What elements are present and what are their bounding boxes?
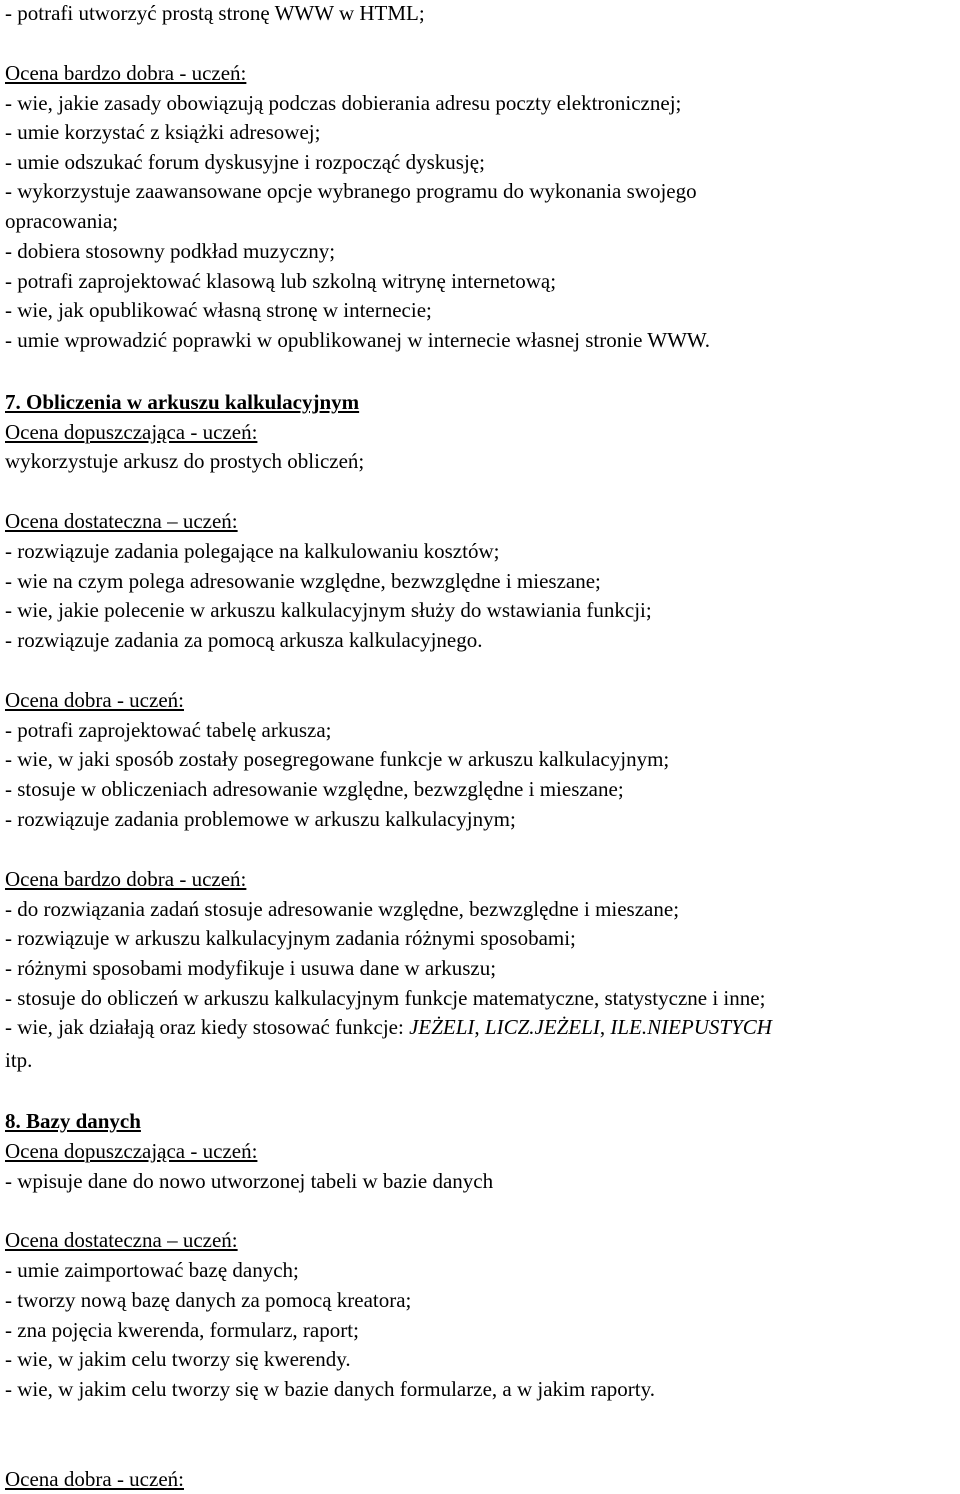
function-ile-niepustych: ILE.NIEPUSTYCH <box>610 1015 772 1039</box>
list-item: - potrafi zaprojektować tabelę arkusza; <box>5 718 332 742</box>
list-item: - wpisuje dane do nowo utworzonej tabeli w bazie danych <box>5 1169 494 1193</box>
list-item: - wykorzystuje zaawansowane opcje wybranego programu do wykonania swojego <box>5 179 697 203</box>
list-item: opracowania; <box>5 209 119 233</box>
list-item: - do rozwiązania zadań stosuje adresowanie względne, bezwzględne i mieszane; <box>5 897 680 921</box>
grade-label-dopuszczajaca: Ocena dopuszczająca - uczeń: <box>5 1139 258 1163</box>
list-item: - wie, w jakim celu tworzy się kwerendy. <box>5 1347 351 1371</box>
list-item: - wie, w jakim celu tworzy się w bazie danych formularze, a w jakim raporty. <box>5 1377 655 1401</box>
list-item: - rozwiązuje zadania za pomocą arkusza kalkulacyjnego. <box>5 628 483 652</box>
grade-label-dostateczna: Ocena dostateczna – uczeń: <box>5 1228 238 1252</box>
grade-label-bardzo-dobra: Ocena bardzo dobra - uczeń: <box>5 61 247 85</box>
list-item: wykorzystuje arkusz do prostych obliczeń; <box>5 449 365 473</box>
functions-line <box>5 1014 772 1040</box>
functions-separator: , <box>599 1015 611 1039</box>
list-item: - stosuje w obliczeniach adresowanie względne, bezwzględne i mieszane; <box>5 777 624 801</box>
list-item: - wie, jakie polecenie w arkuszu kalkulacyjnym służy do wstawiania funkcji; <box>5 598 652 622</box>
list-item: - rozwiązuje zadania problemowe w arkuszu kalkulacyjnym; <box>5 807 516 831</box>
list-item: - tworzy nową bazę danych za pomocą kreatora; <box>5 1288 412 1312</box>
grade-label-dobra: Ocena dobra - uczeń: <box>5 1467 184 1491</box>
functions-separator: , <box>474 1015 485 1039</box>
list-item: - zna pojęcia kwerenda, formularz, raport; <box>5 1318 359 1342</box>
list-item: - wie, w jaki sposób zostały posegregowane funkcje w arkuszu kalkulacyjnym; <box>5 747 670 771</box>
grade-label-dostateczna: Ocena dostateczna – uczeń: <box>5 509 238 533</box>
section-heading-bazy: 8. Bazy danych <box>5 1109 141 1133</box>
grade-label-dopuszczajaca: Ocena dopuszczająca - uczeń: <box>5 420 258 444</box>
functions-prefix: - wie, jak działają oraz kiedy stosować funkcje: <box>5 1015 410 1039</box>
list-item: - stosuje do obliczeń w arkuszu kalkulacyjnym funkcje matematyczne, statystyczne i inne; <box>5 986 766 1010</box>
intro-line: - potrafi utworzyć prostą stronę WWW w HTML; <box>5 1 425 25</box>
grade-label-dobra: Ocena dobra - uczeń: <box>5 688 184 712</box>
grade-label-bardzo-dobra: Ocena bardzo dobra - uczeń: <box>5 867 247 891</box>
list-item: - potrafi zaprojektować klasową lub szkolną witrynę internetową; <box>5 269 557 293</box>
list-item: - umie odszukać forum dyskusyjne i rozpocząć dyskusję; <box>5 150 485 174</box>
list-item: - umie wprowadzić poprawki w opublikowanej w internecie własnej stronie WWW. <box>5 328 711 352</box>
list-item: - różnymi sposobami modyfikuje i usuwa dane w arkuszu; <box>5 956 497 980</box>
function-jezeli: JEŻELI <box>409 1015 475 1039</box>
list-item: - dobiera stosowny podkład muzyczny; <box>5 239 336 263</box>
list-item: - wie, jak opublikować własną stronę w internecie; <box>5 298 432 322</box>
list-item: - rozwiązuje w arkuszu kalkulacyjnym zadania różnymi sposobami; <box>5 926 576 950</box>
continuation-text: itp. <box>5 1048 33 1072</box>
list-item: - rozwiązuje zadania polegające na kalkulowaniu kosztów; <box>5 539 500 563</box>
section-heading-arkusz: 7. Obliczenia w arkuszu kalkulacyjnym <box>5 390 360 414</box>
list-item: - wie, jakie zasady obowiązują podczas dobierania adresu poczty elektronicznej; <box>5 91 682 115</box>
list-item: - wie na czym polega adresowanie względne, bezwzględne i mieszane; <box>5 569 601 593</box>
list-item: - umie zaimportować bazę danych; <box>5 1258 299 1282</box>
function-licz-jezeli: LICZ.JEŻELI <box>484 1015 600 1039</box>
list-item: - umie korzystać z książki adresowej; <box>5 120 321 144</box>
